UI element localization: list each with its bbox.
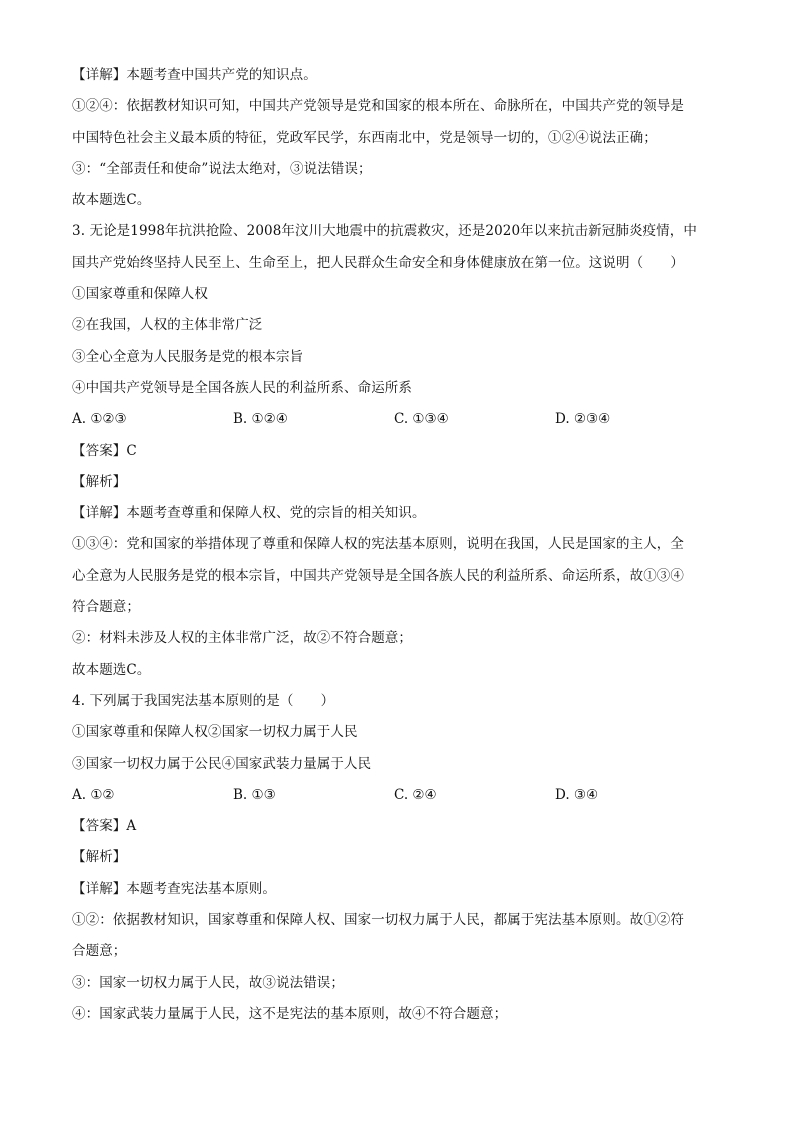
q3-item-1: ①国家尊重和保障人权 bbox=[72, 286, 208, 303]
q2-conclusion: 故本题选C。 bbox=[72, 192, 151, 209]
q3-conclusion: 故本题选C。 bbox=[72, 661, 151, 678]
q4-option-d: D. ③④ bbox=[555, 786, 599, 803]
q4-explanation-line-1: ①②：依据教材知识，国家尊重和保障人权、国家一切权力属于人民，都属于宪法基本原则。故①②符 bbox=[72, 912, 684, 929]
q4-explanation-line-4: ④：国家武装力量属于人民，这不是宪法的基本原则，故④不符合题意； bbox=[72, 1005, 508, 1022]
q2-detail-line: 【详解】本题考查中国共产党的知识点。 bbox=[72, 67, 317, 83]
q4-item-1: ①国家尊重和保障人权②国家一切权力属于人民 bbox=[72, 724, 358, 741]
q4-explanation-line-2: 合题意； bbox=[72, 943, 127, 960]
document-page bbox=[72, 60, 727, 1030]
q3-options-row bbox=[72, 404, 727, 435]
q2-explanation-line-3: ③：“全部责任和使命”说法太绝对，③说法错误； bbox=[72, 160, 372, 177]
q4-answer: 【答案】A bbox=[72, 818, 137, 835]
q4-analysis-heading: 【解析】 bbox=[72, 849, 127, 866]
q2-explanation-line-2: 中国特色社会主义最本质的特征，党政军民学，东西南北中，党是领导一切的，①②④说法正确； bbox=[72, 129, 657, 146]
q4-explanation-line-3: ③：国家一切权力属于人民，故③说法错误； bbox=[72, 974, 344, 991]
q3-stem-line-2: 国共产党始终坚持人民至上、生命至上，把人民群众生命安全和身体健康放在第一位。这说明（ ） bbox=[72, 254, 684, 271]
q4-option-b: B. ①③ bbox=[233, 786, 276, 803]
q3-detail-line: 【详解】本题考查尊重和保障人权、党的宗旨的相关知识。 bbox=[72, 505, 426, 522]
q3-option-d: D. ②③④ bbox=[555, 411, 611, 428]
q3-option-a: A. ①②③ bbox=[72, 411, 127, 428]
q3-explanation-line-1: ①③④：党和国家的举措体现了尊重和保障人权的宪法基本原则，说明在我国，人民是国家的主人，全 bbox=[72, 536, 684, 553]
q3-answer: 【答案】C bbox=[72, 442, 137, 459]
q4-item-2: ③国家一切权力属于公民④国家武装力量属于人民 bbox=[72, 755, 372, 772]
q3-explanation-line-2: 心全意为人民服务是党的根本宗旨，中国共产党领导是全国各族人民的利益所系、命运所系，故①③④ bbox=[72, 567, 684, 584]
q3-analysis-heading: 【解析】 bbox=[72, 473, 127, 490]
q4-stem: 4. 下列属于我国宪法基本原则的是（ ） bbox=[72, 692, 335, 709]
q3-option-b: B. ①②④ bbox=[233, 411, 288, 428]
q2-explanation-line-1: ①②④：依据教材知识可知，中国共产党领导是党和国家的根本所在、命脉所在，中国共产党的领导是 bbox=[72, 98, 684, 115]
q3-option-c: C. ①③④ bbox=[394, 411, 449, 428]
q4-options-row bbox=[72, 780, 727, 811]
q3-item-2: ②在我国，人权的主体非常广泛 bbox=[72, 317, 263, 334]
q4-detail-line: 【详解】本题考查宪法基本原则。 bbox=[72, 880, 276, 897]
q4-option-c: C. ②④ bbox=[394, 786, 437, 803]
q3-item-4: ④中国共产党领导是全国各族人民的利益所系、命运所系 bbox=[72, 379, 412, 396]
q3-explanation-line-3: 符合题意； bbox=[72, 599, 140, 616]
q3-item-3: ③全心全意为人民服务是党的根本宗旨 bbox=[72, 348, 304, 365]
q4-option-a: A. ①② bbox=[72, 786, 115, 803]
q3-stem-line-1: 3. 无论是1998年抗洪抢险、2008年汶川大地震中的抗震救灾，还是2020年以来抗击新冠肺炎疫情，中 bbox=[72, 223, 697, 240]
q3-explanation-line-4: ②：材料未涉及人权的主体非常广泛，故②不符合题意； bbox=[72, 630, 412, 647]
